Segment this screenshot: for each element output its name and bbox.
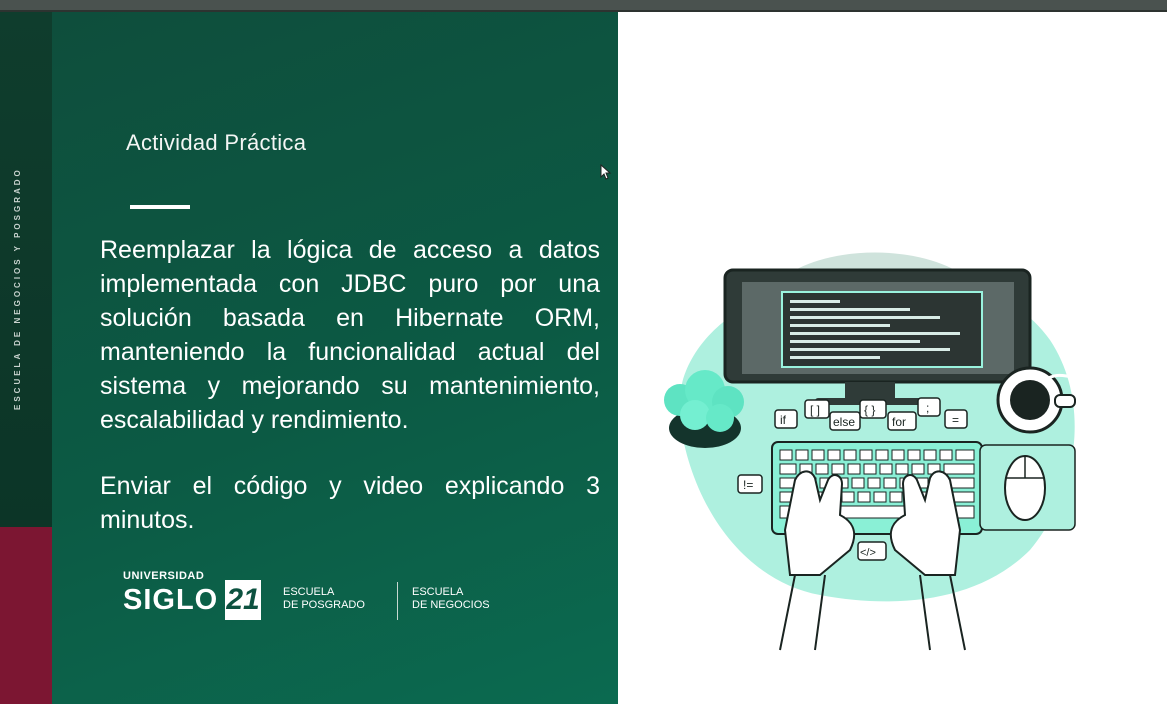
window-top-bar [0, 0, 1167, 12]
coding-illustration [650, 230, 1090, 680]
svg-text:;: ; [926, 401, 930, 415]
logo-21-badge: 21 [225, 580, 261, 620]
title-underline [130, 205, 190, 209]
svg-text:if: if [780, 413, 786, 427]
svg-text:{ }: { } [864, 403, 876, 417]
svg-text:for: for [892, 415, 907, 429]
logo-school-posgrado: ESCUELA DE POSGRADO [283, 586, 365, 611]
mouse-pointer-icon [600, 164, 612, 180]
logo-siglo: SIGLO [123, 584, 219, 616]
mouse-icon [980, 445, 1075, 530]
logo-school-negocios: ESCUELA DE NEGOCIOS [412, 586, 490, 611]
paragraph-task: Reemplazar la lógica de acceso a datos implementada con JDBC puro por una solución basada en Hibernate ORM, manteniendo la funcionalidad actual del sistema y mejorando su mantenimiento, escalabilidad y rendimiento. [100, 236, 600, 434]
side-strip [0, 12, 52, 527]
vertical-label: ESCUELA DE NEGOCIOS Y POSGRADO [13, 167, 22, 410]
slide-title: Actividad Práctica [126, 130, 307, 155]
logo-divider [397, 582, 398, 620]
svg-text:[ ]: [ ] [810, 403, 821, 417]
svg-text:=: = [952, 413, 960, 427]
slide-body [100, 233, 600, 569]
logo-universidad: UNIVERSIDAD [123, 570, 205, 582]
svg-text:else: else [833, 415, 856, 429]
svg-text:!=: != [743, 478, 754, 492]
side-strip-accent [0, 527, 52, 704]
paragraph-delivery: Enviar el código y video explicando 3 minutos. [100, 472, 600, 534]
svg-text:</>: </> [860, 547, 876, 559]
